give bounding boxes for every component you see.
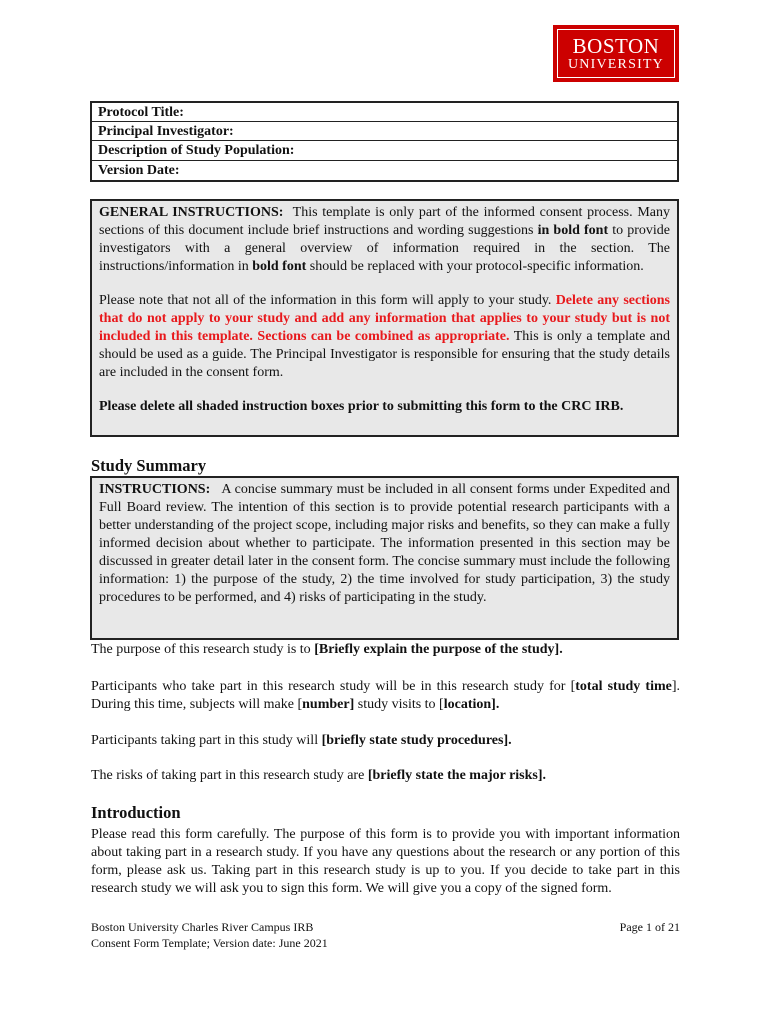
general-instructions-paragraph-1: GENERAL INSTRUCTIONS: This template is only part of the informed consent process. Many sections of this document include brief instructions and wording suggestions in bold font to provide investigators with a general overview of information required in the section. The instructions/information in bold font should be replaced with your protocol-specific information. <box>99 205 671 274</box>
page-footer <box>91 919 680 951</box>
study-summary-instructions-box <box>90 476 679 640</box>
footer-irb-line: Boston University Charles River Campus IRB <box>91 920 314 934</box>
logo-line-1: BOSTON <box>572 34 660 58</box>
footer-version-line: Consent Form Template; Version date: June 2021 <box>91 936 328 950</box>
protocol-title-field: Protocol Title: <box>92 103 677 122</box>
delete-sections-warning: Delete any sections that do not apply to your study and add any information that applies to your study but is not included in this template. Sections can be combined as appropriate. <box>99 293 670 344</box>
general-instructions-box <box>90 199 679 437</box>
page-number: Page 1 of 21 <box>619 920 680 934</box>
study-population-field: Description of Study Population: <box>92 141 677 160</box>
risks-statement: The risks of taking part in this research study are [briefly state the major risks]. <box>91 768 547 783</box>
general-instructions-paragraph-2: Please note that not all of the information in this form will apply to your study. Delete any sections that do not apply to your study and add any information that applies to your study but is not included in this template. Sections can be combined as appropriate. This is only a template and should be used as a guide. The Principal Investigator is responsible for ensuring that the study details are included in the consent form. <box>99 293 670 380</box>
principal-investigator-field: Principal Investigator: <box>92 122 677 141</box>
procedures-statement: Participants taking part in this study will [briefly state study procedures]. <box>91 733 512 748</box>
protocol-info-table <box>90 101 679 182</box>
introduction-text: Please read this form carefully. The purpose of this form is to provide you with important information about taking part in a research study. If you have any questions about the research or any portion of this form, please ask us. Taking part in this research study is up to you. If you decide to take part in this research study we will ask you to sign this form. We will give you a copy of the signed form. <box>91 827 680 896</box>
general-instructions-label: GENERAL INSTRUCTIONS: <box>99 205 284 220</box>
study-summary-instructions-text: INSTRUCTIONS: A concise summary must be included in all consent forms under Expedited and Full Board review. The intention of this section is to provide potential research participants with a better understanding of the project scope, including major risks and benefits, so they can make a fully informed decision about whether to participate. The information presented in this section may be discussed in greater detail later in the consent form. The concise summary must include the following information: 1) the purpose of the study, 2) the time involved for study participation, 3) the study procedures to be performed, and 4) risks of participating in the study. <box>99 482 670 605</box>
study-time-statement: Participants who take part in this research study will be in this research study for [total study time]. During this time, subjects will make [number] study visits to [location]. <box>91 679 681 712</box>
purpose-statement: The purpose of this research study is to [Briefly explain the purpose of the study]. <box>91 642 563 657</box>
version-date-field: Version Date: <box>98 162 180 178</box>
study-summary-heading: Study Summary <box>91 456 207 475</box>
boston-university-logo <box>553 25 679 82</box>
general-instructions-paragraph-3: Please delete all shaded instruction boxes prior to submitting this form to the CRC IRB. <box>99 399 624 414</box>
introduction-heading: Introduction <box>91 803 181 822</box>
logo-line-2: UNIVERSITY <box>568 57 664 72</box>
instructions-label: INSTRUCTIONS: <box>99 482 211 497</box>
